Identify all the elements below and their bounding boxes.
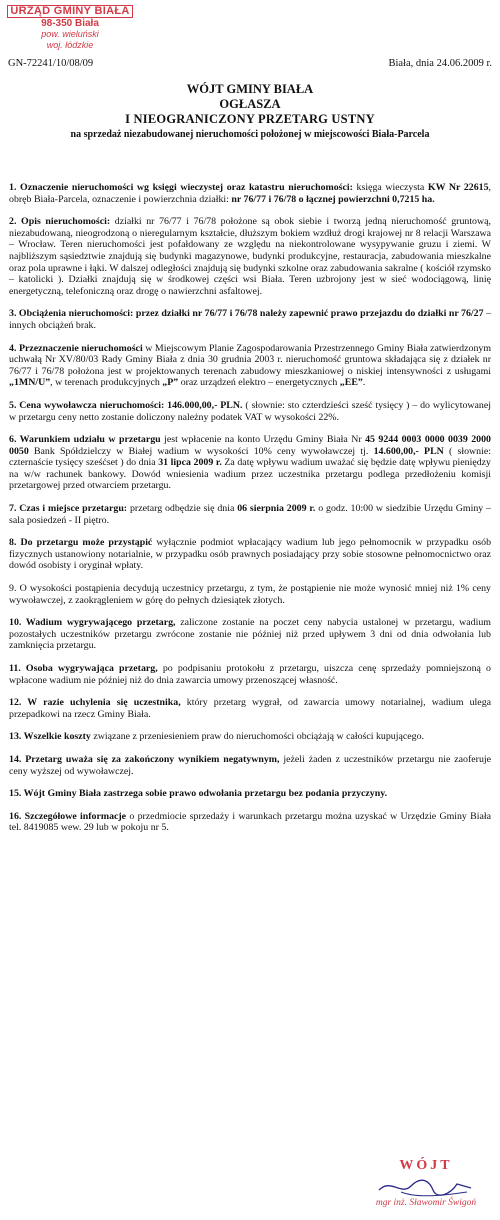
header-tender-type: I NIEOGRANICZONY PRZETARG USTNY [125,112,375,126]
section-4 [9,343,491,389]
section-4-zone-p: „P” [162,377,179,389]
section-10 [9,617,491,652]
section-1 [9,182,491,205]
section-13-heading: 13. Wszelkie koszty [9,731,91,743]
section-10-text: zaliczone zostanie na poczet ceny nabycia ustalonej w przetargu, wadium pozostałych uczestników przetargu zwrócone zostanie nie później niż przed upływem 3 dni od dnia odwołania lub zamknięcia przetargu. [9,617,491,652]
section-6-account-number: 45 9244 0003 0000 0039 2000 0050 [9,434,491,457]
stamp-line-county: pow. wieluński [41,29,99,39]
stamp-line-postcode: 98-350 Biała [41,18,99,29]
section-6-text-3: ( słownie: czternaście tysięcy sześćset ) do dnia [9,445,491,469]
section-8 [9,537,491,572]
section-5-heading: 5. Cena wywoławcza nieruchomości: 146.000,00,- PLN. [9,399,243,411]
handwritten-signature [371,1174,481,1200]
signatory-name: mgr inż. Sławomir Świgoń [375,1198,477,1208]
section-4-heading: 4. Przeznaczenie nieruchomości [9,342,143,354]
section-11 [9,663,491,686]
section-14-heading: 14. Przetarg uważa się za zakończony wynikiem negatywnym, [9,753,280,765]
section-6-text-4: Za datę wpływu wadium uważać się będzie datę wpływu pieniędzy na w/w rachunek bankowy. Dowód wniesienia wadium przez uczestnika przetargu podlega przedłożeniu komisji przetargowej przed otwarciem przetargu. [9,457,491,492]
section-16-text: o przedmiocie sprzedaży i warunkach przetargu można uzyskać w Urzędzie Gminy Biała tel. 8419085 wew. 29 lub w pokoju nr 5. [9,810,491,834]
section-8-text: wyłącznie podmiot wpłacający wadium lub jego pełnomocnik w przypadku osób fizycznych ustanowiony notarialnie, w przypadku osób prawnych posiadający przy sobie stosowne pełnomocnictwo oraz dowód osobisty i oryginał wpłaty. [9,537,492,572]
section-7-text: przetarg odbędzie się dnia [127,503,238,515]
section-11-heading: 11. Osoba wygrywająca przetarg, [9,663,158,674]
signature-block [360,1158,492,1208]
section-3 [9,308,491,331]
section-6 [9,434,491,492]
section-6-heading: 6. Warunkiem udziału w przetargu [9,434,161,446]
section-7 [9,503,491,526]
section-1-land-register: KW Nr 22615 [427,182,489,193]
section-4-zone-ee: „EE” [339,377,363,389]
section-14 [9,754,491,777]
section-9-text: 9. O wysokości postąpienia decydują uczestnicy przetargu, z tym, że postąpienie nie może wynosić mniej niż 1% ceny wywoławczej, z zaokrągleniem w górę do pełnych dziesiątek złotych. [9,583,491,606]
section-6-deposit-amount: 14.600,00,- PLN [373,445,444,457]
section-15-heading: 15. Wójt Gminy Biała zastrzega sobie prawo odwołania przetargu bez podania przyczyny. [9,788,388,800]
notice-header [0,82,500,141]
section-11-text: po podpisaniu protokołu z przetargu, uiszcza cenę sprzedaży pomniejszoną o wpłacone wadium nie później niż do dnia zawarcia umowy przenoszącej własność. [9,663,491,686]
section-2-heading: 2. Opis nieruchomości: [9,216,111,228]
section-4-text-4: . [362,377,366,389]
section-10-heading: 10. Wadium wygrywającego przetarg, [9,617,176,629]
section-14-text: jeżeli żaden z uczestników przetargu nie zaoferuje ceny wyższej od wywoławczej. [9,753,492,777]
section-1-heading: 1. Oznaczenie nieruchomości wg księgi wieczystej oraz katastru nieruchomości: [9,182,353,193]
section-1-text: księga wieczysta [352,182,428,193]
section-15 [9,788,491,800]
section-5-text: ( słownie: sto czterdzieści sześć tysięcy ) – do wylicytowanej w przetargu ceny netto zostanie doliczony należny podatek VAT w wysokości 22%. [9,399,491,423]
section-7-text-2: o godz. 10:00 w siedzibie Urzędu Gminy – sala posiedzeń - II piętro. [9,503,491,526]
section-6-text-2: Bank Spółdzielczy w Białej wadium w wysokości 10% ceny wywoławczej tj. [28,445,374,457]
section-16-heading: 16. Szczegółowe informacje [9,810,127,822]
section-12 [9,697,491,720]
stamp-line-voivodeship: woj. łódzkie [46,40,94,50]
section-2 [9,216,491,297]
section-6-text: jest wpłacenie na konto Urzędu Gminy Biała Nr [160,434,366,446]
header-announces: OGŁASZA [219,97,281,111]
section-4-text-3: oraz urządzeń elektro – energetycznych [178,377,340,389]
place-and-date: Biała, dnia 24.06.2009 r. [388,58,492,69]
section-7-heading: 7. Czas i miejsce przetargu: [9,503,128,515]
section-8-heading: 8. Do przetargu może przystąpić [9,537,153,549]
section-4-text: w Miejscowym Planie Zagospodarowania Przestrzennego Gminy Biała zatwierdzonym uchwałą Nr XV/80/03 Rady Gminy Biała z dnia 30 grudnia 2003 r. nieruchomość gruntowa składająca się z działek nr 76/77 i 76/78 położona jest w projektowanych terenach zabudowy mieszkaniowej o niskiej intensywności z usługami [9,342,492,377]
section-7-date: 06 sierpnia 2009 r. [237,503,316,515]
section-12-text: który przetarg wygrał, od zawarcia umowy notarialnej, wadium ulega przepadkowi na rzecz Gminy Biała. [9,697,492,720]
office-stamp [6,4,134,51]
section-1-plots: nr 76/77 i 76/78 o łącznej powierzchni 0,7215 ha. [231,193,435,205]
section-3-heading: 3. Obciążenia nieruchomości: przez działki nr 76/77 i 76/78 należy zapewnić prawo przejazdu do działki nr 76/27 [9,308,484,320]
section-5 [9,400,491,423]
notice-body [9,182,491,845]
section-9 [9,583,491,606]
section-4-zone-1mnu: „1MN/U” [9,377,51,389]
section-2-text: działki nr 76/77 i 76/78 położone są obok siebie i tworzą jedną nieruchomość gruntową, niezabudowaną, nieogrodzoną o nieregularnym kształcie, dłuższym bokiem wzdłuż drogi krajowej nr 8 relacji Warszawa – Wrocław. Teren nieruchomości jest pofałdowany ze względu na niekontrolowane wysypywanie gruzu i ziemi. W najbliższym sąsiedztwie znajdują się budynki magazynowe, budynki produkcyjne, restauracja, zabudowania mieszkalne oraz pola uprawne i łąki. W dalszej odległości znajdują się budynki szkolne oraz zabudowania sakralne ( kościół rzymsko – katolicki ). Działki znajdują się w środkowej części wsi Biała. Teren uzbrojony jest w sieć wodociągową, linię energetyczną, telefoniczną oraz drogę o nawierzchni asfaltowej. [9,216,491,297]
section-13 [9,731,491,743]
section-12-heading: 12. W razie uchylenia się uczestnika, [9,697,181,709]
section-3-text: – innych obciążeń brak. [9,308,492,331]
stamp-line-office: URZĄD GMINY BIAŁA [7,5,132,18]
section-13-text: związane z przeniesieniem praw do nieruchomości obciążają w całości kupującego. [90,731,424,743]
section-4-text-2: , w terenach produkcyjnych [50,377,163,389]
reference-number: GN-72241/10/08/09 [8,58,94,69]
section-1-text-2: , obręb Biała-Parcela, oznaczenie i powierzchnia działki: [9,182,491,205]
section-16 [9,811,491,834]
header-subject: na sprzedaż niezabudowanej nieruchomości położonej w miejscowości Biała-Parcela [70,129,430,140]
section-6-deadline: 31 lipca 2009 r. [158,457,222,469]
header-issuer: WÓJT GMINY BIAŁA [186,82,314,96]
signature-title: WÓJT [399,1158,453,1173]
